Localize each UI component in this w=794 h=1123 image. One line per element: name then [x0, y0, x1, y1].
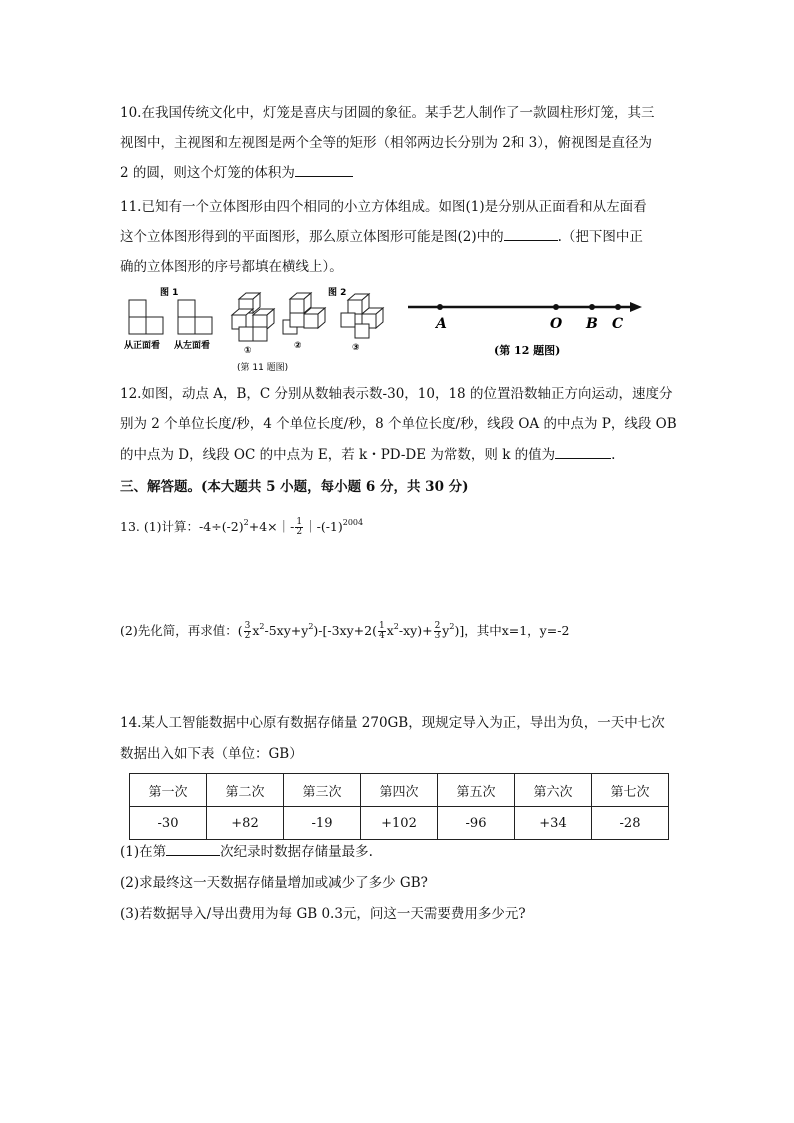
left-view-drawing	[178, 300, 212, 334]
q13-p2-f3d: 3	[434, 631, 441, 641]
fig11-caption: (第 11 题图)	[237, 363, 289, 373]
q13-p2-f1n: 3	[244, 621, 251, 631]
q14-sub-2: (2)求最终这一天数据存储量增加或减少了多少 GB?	[120, 875, 428, 891]
table-cell: +82	[207, 807, 284, 840]
left-view-label: 从左面看	[174, 341, 211, 351]
table-row	[130, 807, 669, 840]
option-2-cubes	[283, 293, 325, 334]
q14-sub-3: (3)若数据导入/导出费用为每 GB 0.3元，问这一天需要费用多少元?	[120, 906, 526, 922]
q10-answer-blank[interactable]	[295, 164, 353, 177]
option-1-label: ①	[244, 346, 252, 356]
q13-p1-mid: +4×｜-	[248, 519, 295, 534]
q13-p2-sq3: 2	[393, 622, 399, 631]
q13-p2-g: )]，其中x=1，y=-2	[454, 623, 570, 638]
q13-part-1	[120, 513, 363, 537]
table-cell: +34	[515, 807, 592, 840]
point-c-dot	[615, 304, 621, 310]
q11-line-2	[120, 227, 643, 247]
point-a-dot	[437, 304, 443, 310]
fig12-caption: (第 12 题图)	[494, 344, 561, 357]
q12-line-1: 12.如图，动点 A，B，C 分别从数轴表示数-30，10，18 的位置沿数轴正方向运动，速度分	[120, 386, 673, 402]
option-2-label: ②	[294, 341, 302, 351]
q13-p2-e: -xy)+	[398, 623, 433, 638]
q14-line-1: 14.某人工智能数据中心原有数据存储量 270GB，现规定导入为正，导出为负，一天中七次	[120, 715, 665, 731]
q10-line-3-text: 2 的圆，则这个灯笼的体积为	[120, 165, 295, 181]
q14-sub-1	[120, 842, 373, 862]
q11-line-3: 确的立体图形的序号都填在横线上）。	[120, 259, 343, 275]
table-cell: -28	[592, 807, 669, 840]
q14-sub-1-suffix: 次纪录时数据存储量最多.	[220, 844, 373, 860]
table-cell: -96	[438, 807, 515, 840]
q13-p1-num: 1	[296, 517, 303, 527]
number-line-arrow-icon	[630, 302, 642, 312]
q13-p1-den: 2	[296, 527, 303, 537]
q13-p2-sq1: 2	[259, 622, 265, 631]
point-c-label: C	[612, 316, 624, 332]
q14-line-2: 数据出入如下表（单位：GB）	[120, 746, 303, 762]
q10-line-1: 10.在我国传统文化中，灯笼是喜庆与团圆的象征。某手艺人制作了一款圆柱形灯笼，其三	[120, 105, 655, 121]
figure-12-number-line	[404, 292, 644, 362]
table-header-cell: 第五次	[438, 774, 515, 807]
front-view-label: 从正面看	[124, 341, 161, 351]
table-header-cell: 第七次	[592, 774, 669, 807]
q11-answer-blank[interactable]	[504, 228, 558, 241]
q10-line-3	[120, 163, 353, 183]
q11-line-1: 11.已知有一个立体图形由四个相同的小立方体组成。如图(1)是分别从正面看和从左面看	[120, 199, 647, 215]
point-a-label: A	[436, 316, 447, 332]
option-3-label: ③	[352, 343, 360, 353]
q14-answer-blank[interactable]	[166, 843, 220, 856]
point-o-label: O	[550, 316, 563, 332]
table-header-cell: 第四次	[361, 774, 438, 807]
q13-p1-prefix: 13. (1)计算：-4÷(-2)	[120, 519, 244, 534]
option-1-cubes	[232, 293, 274, 341]
point-o-dot	[553, 304, 559, 310]
q13-p2-f2d: 4	[378, 631, 385, 641]
q13-p2-sq4: 2	[449, 622, 455, 631]
q12-line-2: 别为 2 个单位长度/秒，4 个单位长度/秒，8 个单位长度/秒，线段 OA 的中点为 P，线段 OB	[120, 416, 677, 432]
section-3-heading: 三、解答题。(本大题共 5 小题，每小题 6 分，共 30 分)	[120, 479, 469, 495]
q13-p1-exp: 2004	[342, 518, 364, 527]
q13-p2-b: -5xy+y	[264, 623, 309, 638]
table-header-cell: 第三次	[284, 774, 361, 807]
front-view-drawing	[129, 300, 163, 334]
point-b-dot	[589, 304, 595, 310]
q13-p1-end: ｜-(-1)	[304, 519, 343, 534]
q13-p2-c: )-[-3xy+2(	[313, 623, 377, 638]
table-cell: +102	[361, 807, 438, 840]
q11-line-2-text: 这个立体图形得到的平面图形，那么原立体图形可能是图(2)中的	[120, 229, 504, 245]
table-cell: -30	[130, 807, 207, 840]
point-b-label: B	[586, 316, 598, 332]
option-3-cubes	[341, 294, 383, 338]
table-header-cell: 第二次	[207, 774, 284, 807]
q13-p2-prefix: (2)先化简，再求值：(	[120, 623, 243, 638]
q12-answer-blank[interactable]	[555, 446, 611, 459]
q13-p2-frac1	[244, 622, 252, 641]
table-header-cell: 第一次	[130, 774, 207, 807]
data-table	[129, 773, 669, 840]
q13-p2-frac3	[434, 622, 442, 641]
q11-line-2-tail: .（把下图中正	[557, 229, 643, 245]
q12-line-3-text: 的中点为 D，线段 OC 的中点为 E，若 k・PD-DE 为常数，则 k 的值为	[120, 447, 556, 463]
table-cell: -19	[284, 807, 361, 840]
q13-p2-f2n: 1	[378, 621, 385, 631]
q13-part-2	[120, 617, 569, 641]
fig11-label-1: 图 1	[160, 288, 179, 298]
q13-p2-f1d: 2	[244, 631, 251, 641]
q13-p2-f: y	[442, 623, 450, 638]
q13-p2-f3n: 2	[434, 621, 441, 631]
q13-p2-a: x	[252, 623, 260, 638]
q12-line-3: 的中点为 D，线段 OC 的中点为 E，若 k・PD-DE 为常数，则 k 的值为 .	[120, 447, 616, 463]
table-header-cell: 第六次	[515, 774, 592, 807]
q13-p1-fraction	[295, 518, 303, 537]
table-header-row	[130, 774, 669, 807]
fig11-label-2: 图 2	[328, 288, 347, 298]
q10-line-2: 视图中，主视图和左视图是两个全等的矩形（相邻两边长分别为 2和 3），俯视图是直径为	[120, 135, 653, 151]
q13-p2-sq2: 2	[308, 622, 314, 631]
q13-p2-frac2	[378, 622, 386, 641]
figure-11	[120, 286, 400, 374]
q13-p2-d: x	[386, 623, 394, 638]
q14-sub-1-prefix: (1)在第	[120, 844, 167, 860]
q13-p1-sup: 2	[243, 518, 249, 527]
